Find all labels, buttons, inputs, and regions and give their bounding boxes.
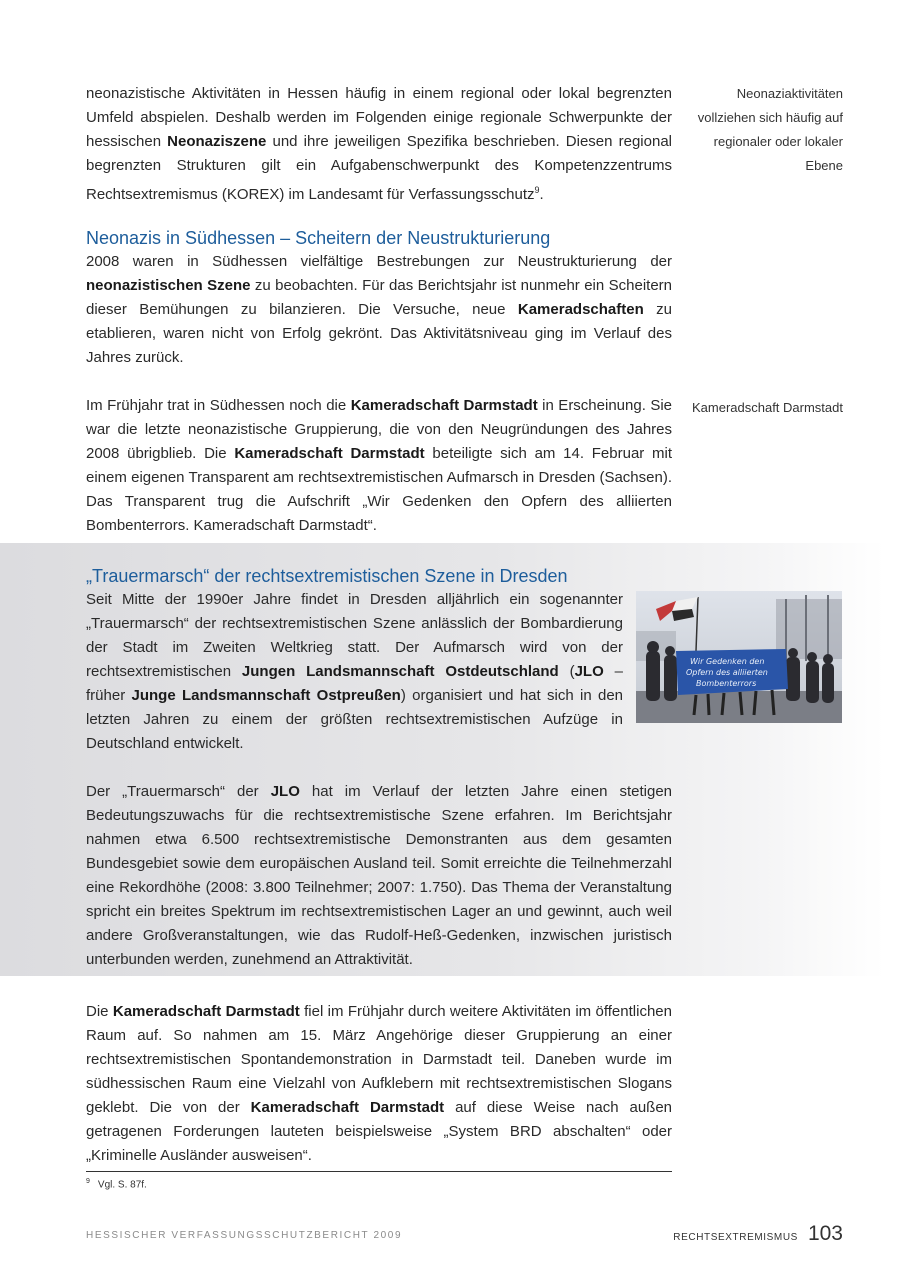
section-suedhessen: [86, 226, 672, 538]
closing-paragraph: [86, 1000, 672, 1168]
text-run: – früher: [86, 663, 623, 704]
text-run: fiel im Frühjahr durch weitere Aktivitäten im öffentlichen Raum auf. So nahmen am 15. März Angehörige dieser Gruppierung an einer rechtsextremistischen Spontandemonstration in Darmstadt teil. Daneben wurde im südhessischen Raum eine Vielzahl von Aufklebern mit rechtsextremistischen Slogans geklebt. Die von der: [86, 1003, 672, 1116]
bold-term: Neonaziszene: [167, 133, 267, 150]
bold-term: Jungen Landsmannschaft Ostdeutschland: [241, 663, 559, 680]
page-number: 103: [807, 1222, 843, 1245]
text-run: (: [558, 663, 575, 680]
banner-text-line-2: Opfern des alliierten: [686, 668, 768, 677]
text-run: auf diese Weise nach außen getragenen Forderungen lauteten beispielsweise „System BRD abschalten“ oder „Kriminelle Ausländer ausweisen“.: [86, 1099, 673, 1164]
text-run: ) organisiert und hat sich in den letzten Jahren zu einem der größten rechtsextremistischen Aufzüge in Deutschland entwickelt.: [86, 687, 623, 752]
text-run: hat im Verlauf der letzten Jahre einen stetigen Bedeutungszuwachs für die rechtsextremistische Szene erfahren. Im Berichtsjahr nahmen etwa 6.500 rechtsextremistische Demonstranten aus dem gesamten Bundesgebiet sowie dem europäischen Ausland teil. Somit erreichte die Teilnehmerzahl eine Rekordhöhe (2008: 3.800 Teilnehmer; 2007: 1.750). Das Thema der Veranstaltung spricht ein breites Spektrum im rechtsextremistischen Lager an und gewinnt, auch weil andere Großveranstaltungen, wie das Rudolf-Heß-Gedenken, inzwischen juristisch unterbunden werden, zunehmend an Attraktivität.: [86, 783, 673, 968]
text-run: .: [539, 186, 544, 203]
text-run: neonazistische Aktivitäten in Hessen häufig in einem regional oder lokal begrenzten Umfeld abspielen. Deshalb werden im Folgenden einige regionale Schwerpunkte der hessischen: [86, 85, 672, 150]
march-photo: [636, 591, 842, 723]
text-run: in Erscheinung. Sie war die letzte neonazistische Gruppierung, die von den Neugründungen des Jahres 2008 übrigblieb. Die: [86, 397, 673, 462]
margin-note-regional: Neonaziaktivitäten vollziehen sich häufig auf regionaler oder lokaler Ebene: [697, 86, 843, 173]
footnote-number: 9: [86, 1178, 90, 1185]
bold-term: JLO: [270, 783, 300, 800]
bold-term: Junge Landsmannschaft Ostpreußen: [131, 687, 401, 704]
footer-section-name: RECHTSEXTREMISMUS: [673, 1232, 798, 1243]
bold-term: Kameradschaften: [517, 301, 644, 318]
march-photo-drawing: [636, 591, 842, 723]
text-run: Seit Mitte der 1990er Jahre findet in Dresden alljährlich ein sogenannter „Trauermarsch“ der rechtsextremistischen Szene anlässlich der Bombardierung der Stadt im Zweiten Weltkrieg statt. Der Aufmarsch wird von der rechtsextremistischen: [86, 591, 623, 680]
text-run: 2008 waren in Südhessen vielfältige Bestrebungen zur Neustrukturierung der: [86, 253, 672, 270]
info-box-paragraph-1: [86, 588, 623, 756]
bold-term: Kameradschaft Darmstadt: [112, 1003, 300, 1020]
text-run: beteiligte sich am 14. Februar mit einem eigenen Transparent am rechtsextremistischen Aufmarsch in Dresden (Sachsen). Das Transparent trug die Aufschrift „Wir Gedenken den Opfern des alliierten Bombenterrors. Kameradschaft Darmstadt“.: [86, 445, 673, 534]
bold-term: Kameradschaft Darmstadt: [234, 445, 425, 462]
intro-block: [86, 82, 672, 207]
bold-term: neonazistischen Szene: [86, 277, 251, 294]
text-run: Im Frühjahr trat in Südhessen noch die: [86, 397, 351, 414]
margin-note-kameradschaft: Kameradschaft Darmstadt: [691, 400, 843, 415]
banner-text-line-1: Wir Gedenken den: [690, 657, 765, 666]
section-paragraph-1: [86, 250, 672, 370]
text-run: und ihre jeweiligen Spezifika beschrieben. Diesen regional begrenzten Strukturen gilt ein Aufgabenschwerpunkt des Kompetenzzentrums Rechtsextremismus (KOREX) im Landesamt für Verfassungsschutz: [86, 133, 672, 203]
info-box-heading: „Trauermarsch“ der rechtsextremistischen Szene in Dresden: [86, 566, 568, 586]
footer-right: [673, 1222, 843, 1246]
footnote: [86, 1175, 672, 1192]
banner-text-line-3: Bombenterrors: [696, 679, 757, 688]
section-paragraph-2: [86, 394, 672, 538]
text-run: zu beobachten. Für das Berichtsjahr ist nunmehr ein Scheitern dieser Bemühungen zu bilanzieren. Die Versuche, neue: [86, 277, 672, 318]
closing-block: [86, 1000, 672, 1168]
section-heading: Neonazis in Südhessen – Scheitern der Neustrukturierung: [86, 228, 551, 248]
info-box-content: [86, 564, 672, 972]
footer-publication-title: HESSISCHER VERFASSUNGSSCHUTZBERICHT 2009: [86, 1230, 403, 1241]
footnote-text: Vgl. S. 87f.: [97, 1179, 147, 1191]
info-box-paragraph-2: [86, 780, 672, 972]
text-run: Die: [86, 1003, 113, 1020]
footnote-ref[interactable]: 9: [534, 185, 540, 195]
bold-term: Kameradschaft Darmstadt: [350, 397, 538, 414]
text-run: Der „Trauermarsch“ der: [86, 783, 271, 800]
bold-term: JLO: [574, 663, 604, 680]
text-run: zu etablieren, waren nicht von Erfolg gekrönt. Das Aktivitätsniveau ging im Verlauf des Jahres zurück.: [86, 301, 672, 366]
footnote-divider: [86, 1171, 672, 1172]
intro-paragraph: [86, 82, 672, 207]
bold-term: Kameradschaft Darmstadt: [250, 1099, 445, 1116]
